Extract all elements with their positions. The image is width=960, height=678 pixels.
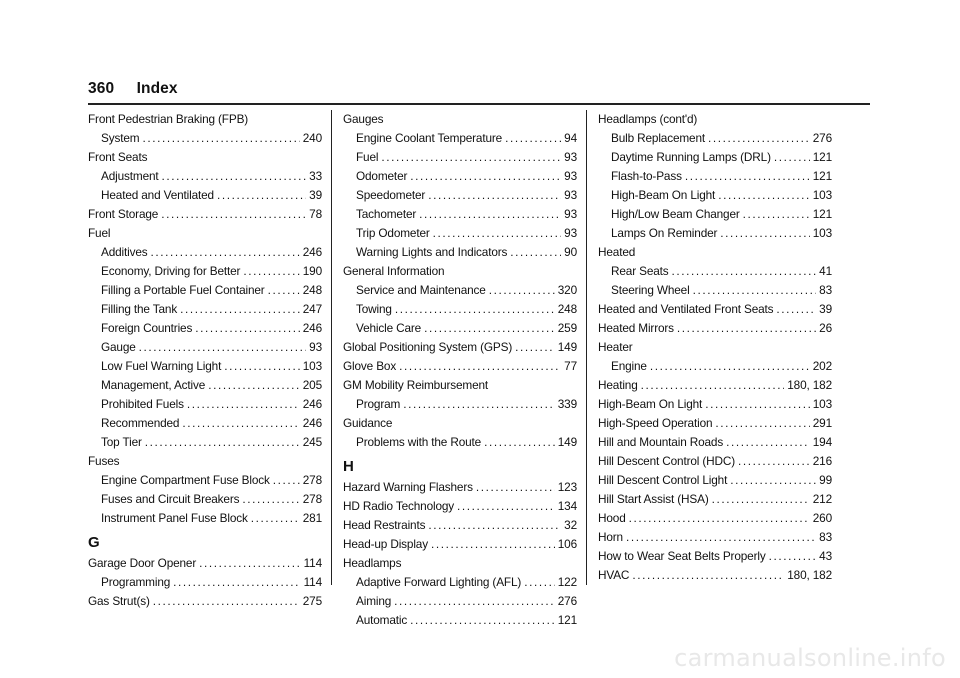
page-ref: 83 (819, 530, 832, 544)
entry-text: Global Positioning System (GPS) (343, 340, 513, 354)
index-subentry (343, 148, 577, 167)
index-subentry (343, 205, 577, 224)
entry-text: Fuses (88, 454, 120, 468)
entry-text: Hood (598, 511, 626, 525)
page-ref: 180, 182 (787, 378, 832, 392)
entry-text: Glove Box (343, 359, 397, 373)
index-subentry (88, 300, 322, 319)
entry-text: Front Seats (88, 150, 148, 164)
index-subentry (598, 281, 832, 300)
entry-text: Lamps On Reminder (611, 226, 718, 240)
entry-text: Adjustment (101, 169, 159, 183)
entry-text: Heated (598, 245, 636, 259)
column-divider (586, 110, 587, 585)
entry-text: Adaptive Forward Lighting (AFL) (356, 575, 522, 589)
entry-text: Fuses and Circuit Breakers (101, 492, 240, 506)
page-ref: 149 (557, 435, 577, 449)
index-subentry (343, 611, 577, 630)
entry-text: Heater (598, 340, 633, 354)
dot-leader (677, 319, 816, 338)
index-subentry (343, 224, 577, 243)
entry-text: Filling the Tank (101, 302, 178, 316)
index-subentry (88, 167, 322, 186)
index-heading (343, 262, 577, 281)
index-subentry (88, 338, 322, 357)
page-ref: 93 (564, 226, 577, 240)
page-ref: 246 (302, 321, 322, 335)
dot-leader (208, 376, 300, 395)
page-ref: 134 (557, 499, 577, 513)
dot-leader (708, 129, 810, 148)
entry-text: Rear Seats (611, 264, 669, 278)
page-ref: 114 (303, 556, 322, 570)
entry-text: Heated Mirrors (598, 321, 674, 335)
entry-text: Hill Descent Control Light (598, 473, 728, 487)
index-entry (598, 509, 832, 528)
index-subentry (88, 490, 322, 509)
page-ref: 77 (564, 359, 577, 373)
entry-text: Instrument Panel Fuse Block (101, 511, 248, 525)
entry-text: Program (356, 397, 401, 411)
index-subentry (343, 319, 577, 338)
page-ref: 99 (819, 473, 832, 487)
page-ref: 259 (557, 321, 577, 335)
page-ref: 90 (564, 245, 577, 259)
entry-text: Vehicle Care (356, 321, 422, 335)
index-entry (598, 528, 832, 547)
page-ref: 246 (302, 416, 322, 430)
entry-text: Head Restraints (343, 518, 426, 532)
page-ref: 278 (302, 492, 322, 506)
entry-text: Horn (598, 530, 623, 544)
dot-leader (399, 357, 561, 376)
entry-text: Speedometer (356, 188, 426, 202)
page-ref: 94 (564, 131, 577, 145)
page-ref: 281 (302, 511, 322, 525)
index-entry (88, 554, 322, 573)
index-subentry (343, 592, 577, 611)
page-ref: 32 (564, 518, 577, 532)
index-subentry (598, 357, 832, 376)
entry-text: Filling a Portable Fuel Container (101, 283, 265, 297)
index-subentry (598, 129, 832, 148)
page-ref: 122 (557, 575, 577, 589)
dot-leader (726, 433, 810, 452)
dot-leader (224, 357, 300, 376)
index-heading (598, 110, 832, 129)
entry-text: Top Tier (101, 435, 142, 449)
dot-leader (476, 478, 555, 497)
index-subentry (88, 129, 322, 148)
page-ref: 43 (819, 549, 832, 563)
page-ref: 106 (557, 537, 577, 551)
page-ref: 248 (302, 283, 322, 297)
entry-text: Fuel (88, 226, 111, 240)
page-ref: 114 (303, 575, 322, 589)
dot-leader (705, 395, 810, 414)
dot-leader (428, 516, 561, 535)
index-subentry (88, 471, 322, 490)
page-ref: 240 (302, 131, 322, 145)
entry-text: Headlamps (343, 556, 402, 570)
entry-text: Hill and Mountain Roads (598, 435, 724, 449)
index-heading (343, 554, 577, 573)
entry-text: Hill Descent Control (HDC) (598, 454, 736, 468)
index-subentry (343, 243, 577, 262)
entry-text: Flash-to-Pass (611, 169, 682, 183)
entry-text: Aiming (356, 594, 392, 608)
dot-leader (510, 243, 561, 262)
entry-text: Service and Maintenance (356, 283, 486, 297)
dot-leader (410, 611, 555, 630)
page-ref: 26 (819, 321, 832, 335)
index-subentry (88, 319, 322, 338)
column-divider (331, 110, 332, 585)
entry-text: Gas Strut(s) (88, 594, 150, 608)
page-ref: 41 (819, 264, 832, 278)
dot-leader (632, 566, 784, 585)
index-subentry (343, 300, 577, 319)
dot-leader (142, 129, 299, 148)
dot-leader (403, 395, 555, 414)
index-entry (88, 205, 322, 224)
dot-leader (199, 554, 301, 573)
dot-leader (774, 148, 810, 167)
dot-leader (672, 262, 817, 281)
index-entry (343, 478, 577, 497)
entry-text: Hazard Warning Flashers (343, 480, 473, 494)
page-ref: 245 (302, 435, 322, 449)
section-letter: H (343, 458, 354, 475)
dot-leader (180, 300, 300, 319)
page-ref: 121 (557, 613, 577, 627)
page-ref: 93 (564, 150, 577, 164)
index-subentry (88, 357, 322, 376)
dot-leader (515, 338, 555, 357)
index-entry (598, 300, 832, 319)
dot-leader (428, 186, 561, 205)
index-heading (88, 148, 322, 167)
entry-text: Garage Door Opener (88, 556, 197, 570)
page-ref: 276 (812, 131, 832, 145)
index-entry (343, 516, 577, 535)
index-subentry (88, 186, 322, 205)
index-heading (343, 376, 577, 395)
entry-text: HVAC (598, 568, 630, 582)
entry-text: Warning Lights and Indicators (356, 245, 508, 259)
index-entry (88, 592, 322, 611)
dot-leader (381, 148, 561, 167)
page-ref: 320 (557, 283, 577, 297)
dot-leader (424, 319, 555, 338)
index-subentry (343, 186, 577, 205)
index-entry (598, 490, 832, 509)
entry-text: System (101, 131, 140, 145)
dot-leader (715, 414, 809, 433)
entry-text: Heated and Ventilated (101, 188, 214, 202)
index-subentry (343, 281, 577, 300)
dot-leader (145, 433, 300, 452)
page-ref: 248 (557, 302, 577, 316)
dot-leader (718, 186, 810, 205)
dot-leader (720, 224, 809, 243)
page-ref: 39 (819, 302, 832, 316)
index-subentry (343, 395, 577, 414)
page-ref: 275 (302, 594, 322, 608)
dot-leader (641, 376, 785, 395)
entry-text: Fuel (356, 150, 379, 164)
page-ref: 103 (812, 226, 832, 240)
entry-text: Gauges (343, 112, 384, 126)
entry-text: Tachometer (356, 207, 417, 221)
entry-text: Engine (611, 359, 647, 373)
dot-leader (273, 471, 300, 490)
watermark: carmanualsonline.info (674, 644, 946, 672)
index-heading (343, 110, 577, 129)
entry-text: High/Low Beam Changer (611, 207, 740, 221)
dot-leader (433, 224, 562, 243)
dot-leader (251, 509, 300, 528)
index-entry (343, 338, 577, 357)
entry-text: Engine Coolant Temperature (356, 131, 503, 145)
index-heading (343, 414, 577, 433)
page-header (88, 80, 178, 98)
dot-leader (187, 395, 300, 414)
dot-leader (629, 509, 810, 528)
entry-text: Front Storage (88, 207, 159, 221)
page-ref: 103 (812, 397, 832, 411)
dot-leader (431, 535, 555, 554)
entry-text: HD Radio Technology (343, 499, 455, 513)
entry-text: General Information (343, 264, 445, 278)
entry-text: Foreign Countries (101, 321, 193, 335)
entry-text: Steering Wheel (611, 283, 690, 297)
page-ref: 121 (812, 169, 832, 183)
header-rule (88, 103, 870, 105)
entry-text: Daytime Running Lamps (DRL) (611, 150, 771, 164)
index-entry (598, 547, 832, 566)
index-subentry (88, 573, 322, 592)
dot-leader (489, 281, 555, 300)
index-subentry (343, 167, 577, 186)
dot-leader (693, 281, 817, 300)
entry-text: Programming (101, 575, 171, 589)
page-number: 360 (88, 80, 115, 97)
page-ref: 194 (812, 435, 832, 449)
page-ref: 123 (557, 480, 577, 494)
dot-leader (153, 592, 300, 611)
dot-leader (395, 300, 555, 319)
index-subentry (88, 433, 322, 452)
dot-leader (173, 573, 300, 592)
index-subentry (88, 414, 322, 433)
page-ref: 39 (309, 188, 322, 202)
entry-text: Front Pedestrian Braking (FPB) (88, 112, 249, 126)
index-subentry (343, 573, 577, 592)
index-heading (88, 452, 322, 471)
index-subentry (598, 224, 832, 243)
entry-text: Hill Start Assist (HSA) (598, 492, 709, 506)
page-ref: 205 (302, 378, 322, 392)
index-entry (598, 452, 832, 471)
dot-leader (268, 281, 300, 300)
entry-text: Head-up Display (343, 537, 428, 551)
page-ref: 246 (302, 397, 322, 411)
entry-text: Odometer (356, 169, 408, 183)
index-subentry (88, 262, 322, 281)
page-ref: 78 (309, 207, 322, 221)
index-entry (343, 497, 577, 516)
entry-text: Bulb Replacement (611, 131, 705, 145)
entry-text: High-Speed Operation (598, 416, 713, 430)
dot-leader (626, 528, 816, 547)
entry-text: Problems with the Route (356, 435, 482, 449)
page-ref: 339 (557, 397, 577, 411)
page-ref: 93 (564, 169, 577, 183)
index-subentry (598, 186, 832, 205)
index-subentry (88, 281, 322, 300)
entry-text: Prohibited Fuels (101, 397, 184, 411)
dot-leader (195, 319, 300, 338)
dot-leader (162, 167, 307, 186)
section-letter: G (88, 534, 100, 551)
entry-text: GM Mobility Reimbursement (343, 378, 489, 392)
index-entry (598, 319, 832, 338)
page-ref: 121 (812, 207, 832, 221)
page-ref: 190 (302, 264, 322, 278)
entry-text: Low Fuel Warning Light (101, 359, 222, 373)
dot-leader (457, 497, 555, 516)
page-ref: 276 (557, 594, 577, 608)
entry-text: Automatic (356, 613, 408, 627)
entry-text: Economy, Driving for Better (101, 264, 241, 278)
index-entry (598, 414, 832, 433)
index-entry (343, 357, 577, 376)
dot-leader (712, 490, 810, 509)
index-column-2 (343, 110, 577, 630)
page-ref: 121 (812, 150, 832, 164)
index-subentry (88, 509, 322, 528)
dot-leader (524, 573, 555, 592)
index-subentry (343, 433, 577, 452)
page-ref: 83 (819, 283, 832, 297)
index-subentry (88, 376, 322, 395)
dot-leader (410, 167, 561, 186)
index-column-1 (88, 110, 322, 611)
dot-leader (242, 490, 299, 509)
entry-text: Recommended (101, 416, 180, 430)
index-entry (343, 535, 577, 554)
index-heading (598, 338, 832, 357)
page-ref: 212 (812, 492, 832, 506)
dot-leader (419, 205, 561, 224)
entry-text: Trip Odometer (356, 226, 430, 240)
index-entry (598, 376, 832, 395)
dot-leader (217, 186, 306, 205)
page-ref: 93 (564, 207, 577, 221)
page-ref: 149 (557, 340, 577, 354)
dot-leader (738, 452, 810, 471)
index-subentry (343, 129, 577, 148)
page-ref: 247 (302, 302, 322, 316)
index-heading (88, 224, 322, 243)
entry-text: High-Beam On Light (598, 397, 703, 411)
page-ref: 291 (812, 416, 832, 430)
dot-leader (743, 205, 810, 224)
page-ref: 246 (302, 245, 322, 259)
entry-text: How to Wear Seat Belts Properly (598, 549, 766, 563)
dot-leader (139, 338, 307, 357)
index-entry (598, 433, 832, 452)
index-subentry (598, 167, 832, 186)
page-title: Index (136, 80, 178, 97)
dot-leader (769, 547, 817, 566)
page-ref: 260 (812, 511, 832, 525)
index-subentry (598, 262, 832, 281)
entry-text: Engine Compartment Fuse Block (101, 473, 270, 487)
entry-text: Heating (598, 378, 638, 392)
entry-text: Towing (356, 302, 392, 316)
dot-leader (484, 433, 555, 452)
index-subentry (88, 243, 322, 262)
dot-leader (730, 471, 816, 490)
dot-leader (182, 414, 299, 433)
dot-leader (776, 300, 816, 319)
entry-text: High-Beam On Light (611, 188, 716, 202)
dot-leader (650, 357, 810, 376)
entry-text: Guidance (343, 416, 393, 430)
dot-leader (161, 205, 306, 224)
index-column-3 (598, 110, 832, 585)
index-subentry (88, 395, 322, 414)
index-subentry (598, 205, 832, 224)
page-ref: 93 (309, 340, 322, 354)
page-ref: 103 (812, 188, 832, 202)
entry-text: Gauge (101, 340, 136, 354)
dot-leader (394, 592, 555, 611)
index-heading (598, 243, 832, 262)
entry-text: Management, Active (101, 378, 206, 392)
page-ref: 103 (302, 359, 322, 373)
page-ref: 33 (309, 169, 322, 183)
entry-text: Heated and Ventilated Front Seats (598, 302, 774, 316)
dot-leader (685, 167, 810, 186)
dot-leader (243, 262, 299, 281)
entry-text: Headlamps (cont'd) (598, 112, 698, 126)
page-ref: 180, 182 (787, 568, 832, 582)
page-ref: 278 (302, 473, 322, 487)
dot-leader (151, 243, 300, 262)
index-subentry (598, 148, 832, 167)
page-ref: 93 (564, 188, 577, 202)
dot-leader (505, 129, 561, 148)
entry-text: Additives (101, 245, 148, 259)
page-ref: 216 (812, 454, 832, 468)
index-entry (598, 395, 832, 414)
index-entry (598, 566, 832, 585)
page-ref: 202 (812, 359, 832, 373)
index-heading (88, 110, 322, 129)
index-entry (598, 471, 832, 490)
